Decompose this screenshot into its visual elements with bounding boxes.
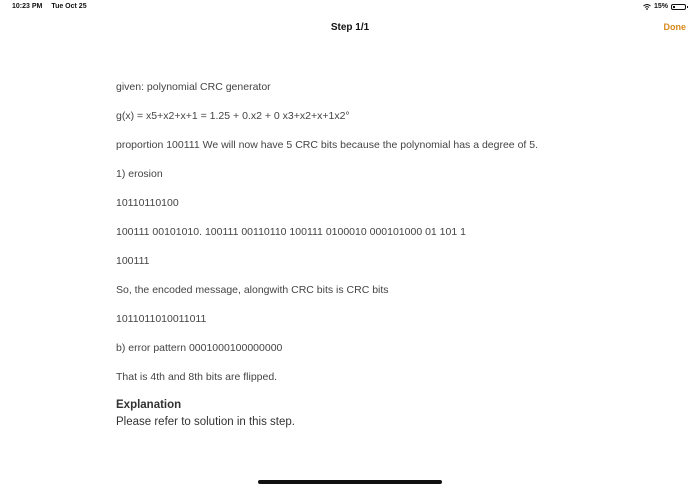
status-date: Tue Oct 25 [51, 3, 87, 10]
done-button[interactable]: Done [663, 22, 686, 32]
solution-line: given: polynomial CRC generator [116, 81, 271, 93]
battery-fill [673, 6, 675, 8]
solution-line: That is 4th and 8th bits are flipped. [116, 371, 278, 383]
explanation-text: Please refer to solution in this step. [116, 416, 295, 428]
solution-line: 100111 [116, 255, 150, 267]
wifi-icon [643, 4, 651, 10]
solution-line: 100111 00101010. 100111 00110110 100111 0100010 000101000 01 101 1 [116, 226, 466, 238]
solution-line: So, the encoded message, alongwith CRC bits is CRC bits [116, 284, 389, 296]
solution-line: proportion 100111 We will now have 5 CRC bits because the polynomial has a degree of 5. [116, 139, 538, 151]
solution-line: 1) erosion [116, 168, 163, 180]
battery-icon [671, 4, 686, 10]
solution-line: b) error pattern 0001000100000000 [116, 342, 283, 354]
status-time: 10:23 PM [12, 3, 43, 10]
status-left [12, 3, 94, 10]
solution-line: g(x) = x5+x2+x+1 = 1.25 + 0.x2 + 0 x3+x2+x+1x2° [116, 110, 350, 122]
solution-content [116, 80, 576, 428]
status-bar [0, 0, 700, 16]
status-right [643, 3, 686, 10]
solution-line: 10110110100 [116, 197, 179, 209]
explanation-heading: Explanation [116, 399, 182, 411]
home-indicator[interactable] [258, 480, 442, 484]
page-title: Step 1/1 [330, 22, 370, 33]
battery-percent: 15% [653, 3, 668, 10]
solution-line: 1011011010011011 [116, 313, 207, 325]
